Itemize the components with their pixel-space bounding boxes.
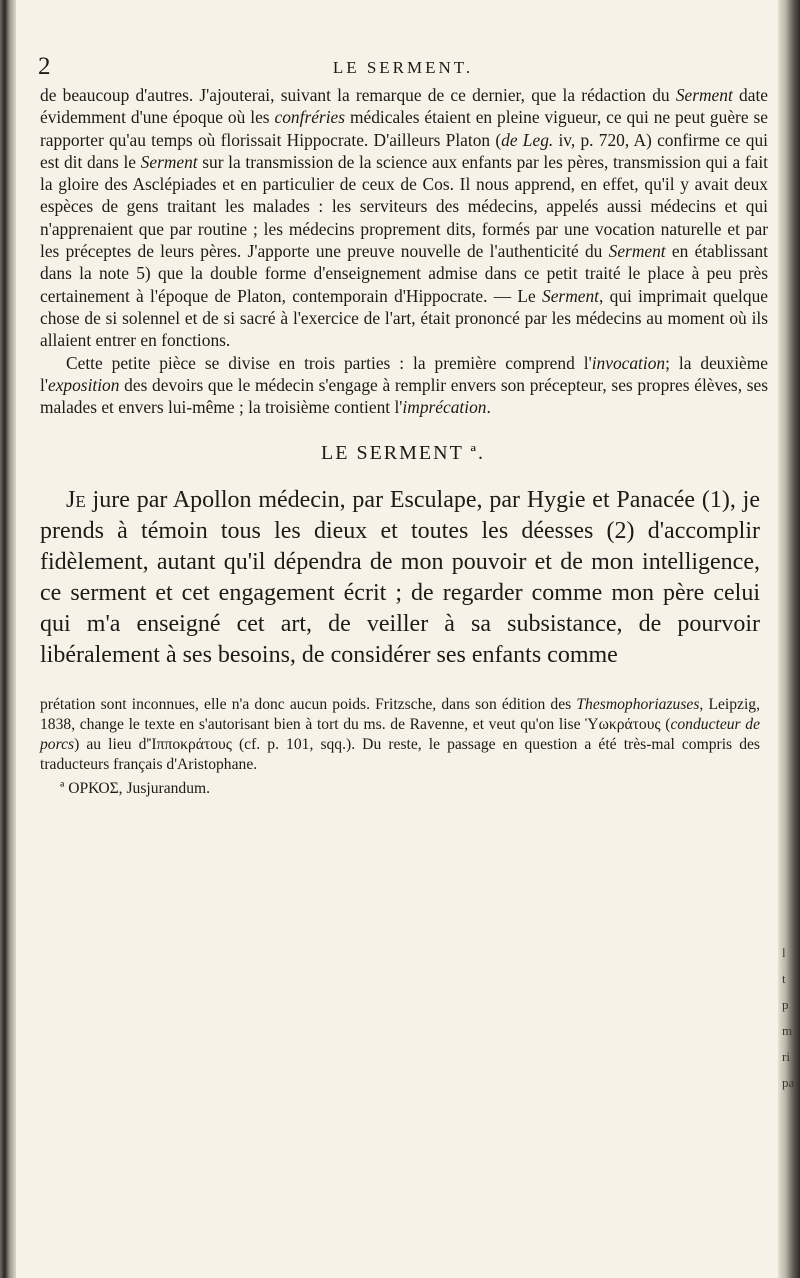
footnote-continuation: prétation sont inconnues, elle n'a donc aucun poids. Fritzsche, dans son édition des Thesmophoriazuses, Leipzig, 1838, change le texte en s'autorisant bien à tort du ms. de Ravenne, et veut qu'on lise Ὑωκράτους (conducteur de porcs) au lieu d'Ἱπποκράτους (cf. p. 101, sqq.). Du reste, le passage en question a été très-mal compris des traducteurs français d'Aristophane. <box>40 696 760 774</box>
facing-page-bleed: l t p m ri pa <box>782 945 795 1090</box>
running-title: LE SERMENT. <box>332 58 474 77</box>
footnote-a: ª ΟΡΚΟΣ, Jusjurandum. <box>60 780 211 798</box>
introduction-text <box>38 84 768 418</box>
intro-paragraph-2: Cette petite pièce se divise en trois parties : la première comprend l'invocation; la deuxième l'exposition des devoirs que le médecin s'engage à remplir envers son précepteur, ses propres élèves, ses malades et envers lui-même ; la troisième contient l'imprécation. <box>40 352 768 418</box>
page-number: 2 <box>38 53 51 80</box>
book-page <box>38 54 768 799</box>
scan-binding-edge-left <box>0 0 16 1278</box>
page-header <box>38 54 768 84</box>
oath-text: Je jure par Apollon médecin, par Esculape, par Hygie et Panacée (1), je prends à témoin tous les dieux et toutes les déesses (2) d'accomplir fidèlement, autant qu'il dépendra de mon pouvoir et de mon intelligence, ce serment et cet engagement écrit ; de regarder comme mon père celui qui m'a enseigné cet art, de veiller à sa subsistance, de pourvoir libéralement à ses besoins, de considérer ses enfants comme <box>40 487 760 669</box>
oath-first-word: Je <box>66 487 86 514</box>
oath-title: LE SERMENT ª. <box>321 442 485 465</box>
footnotes <box>38 695 768 799</box>
intro-paragraph-1: de beaucoup d'autres. J'ajouterai, suivant la remarque de ce dernier, que la rédaction du Serment date évidemment d'une époque où les confréries médicales étaient en pleine vigueur, ce qui ne peut guère se rapporter qu'au temps où florissait Hippocrate. D'ailleurs Platon (de Leg. iv, p. 720, A) confirme ce qui est dit dans le Serment sur la transmission de la science aux enfants par les pères, transmission qui a fait la gloire des Asclépiades et en particulier de ceux de Cos. Il nous apprend, en effet, qu'il y avait deux espèces de gens traitant les malades : les serviteurs des médecins, appelés aussi médecins et qui n'apprenaient que par routine ; les médecins proprement dits, formés par une vocation naturelle et par les préceptes de leurs pères. J'apporte une preuve nouvelle de l'authenticité du Serment en établissant dans la note 5) que la double forme d'enseignement admise dans ce petit traité le place à peu près certainement à l'époque de Platon, contemporain d'Hippocrate. — Le Serment, qui imprimait quelque chose de si solennel et de si sacré à l'exercice de l'art, était prononcé par les médecins au moment où ils allaient entrer en fonctions. <box>40 85 768 351</box>
